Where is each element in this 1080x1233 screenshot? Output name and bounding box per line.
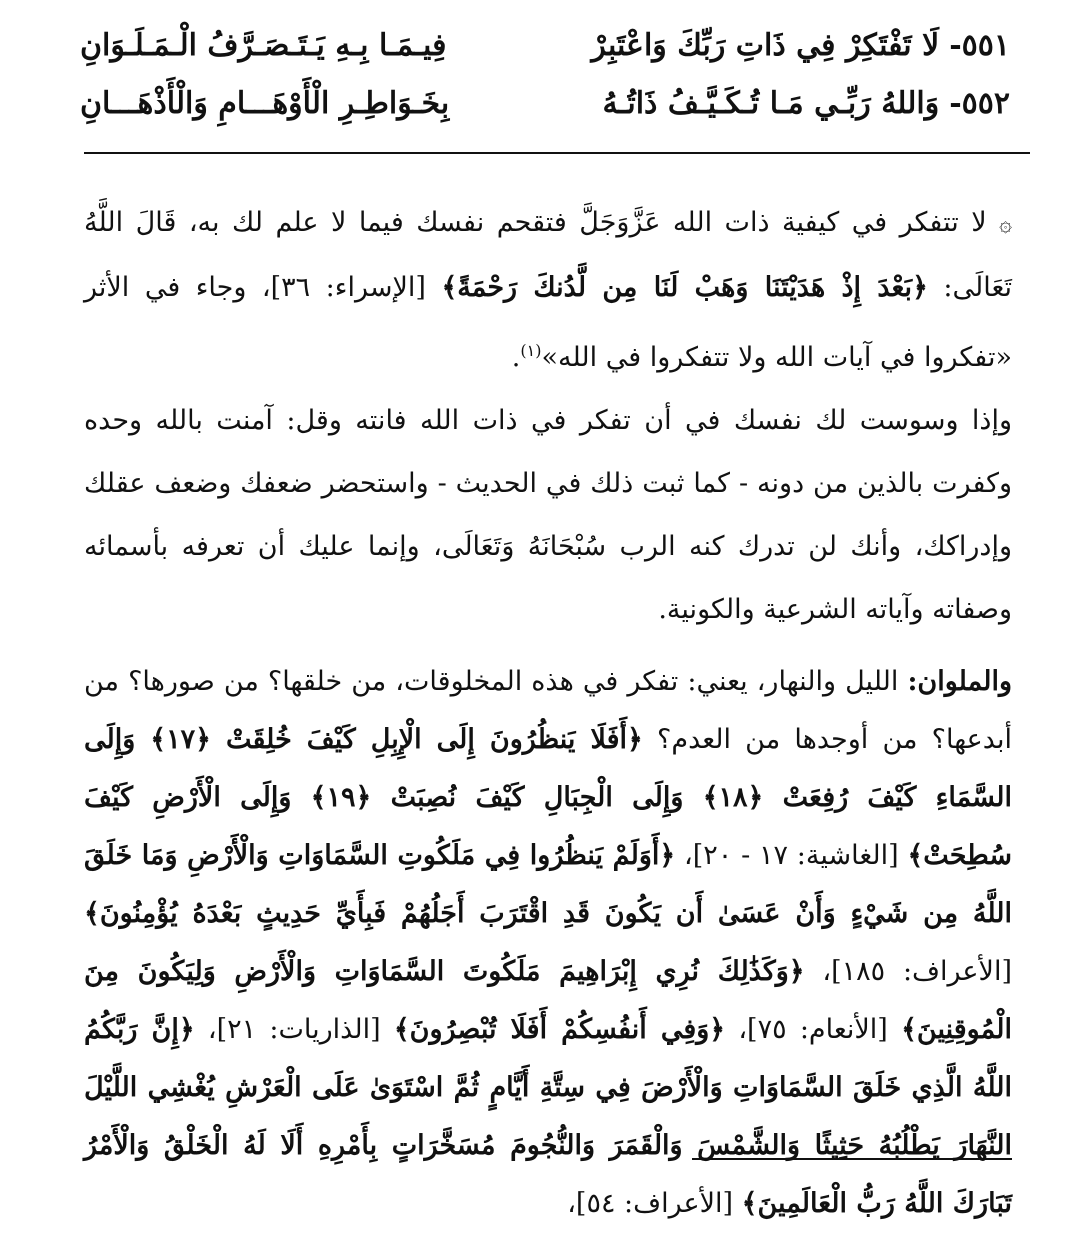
quran-quote: ﴿إِنَّ رَبَّكُمُ اللَّهُ الَّذِي خَلَقَ السَّمَاوَاتِ وَالْأَرْضَ فِي سِتَّةِ أَيَّامٍ ثُمَّ اسْتَوَىٰ عَلَى الْعَرْشِ يُغْشِي اللَّيْلَ النَّهَارَ يَطْلُبُهُ حَثِيثًا وَالشَّمْسَ وَالْقَمَرَ وَالنُّجُومَ مُسَخَّرَاتٍ بِأَمْرِهِ أَلَا لَهُ الْخَلْقُ وَالْأَمْرُ تَبَارَكَ اللَّهُ رَبُّ الْعَالَمِينَ﴾ — [84, 1014, 1012, 1219]
quran-quote: ﴿وَفِي أَنفُسِكُمْ أَفَلَا تُبْصِرُونَ﴾ — [393, 1014, 726, 1045]
commentary-paragraph-2: وإذا وسوست لك نفسك في أن تفكر في ذات الله فانته وقل: آمنت بالله وحده وكفرت بالذين من دونه - كما ثبت ذلك في الحديث - واستحضر ضعفك وضعف عقلك وإدراكك، وأنك لن تدرك كنه الرب سُبْحَانَهُ وَتَعَالَى، وإنما عليك أن تعرفه بأسمائه وصفاته وآياته الشرعية والكونية. — [84, 405, 1012, 625]
verse-number: ٥٥١- — [949, 27, 1010, 63]
quran-quote: ﴿بَعْدَ إِذْ هَدَيْتَنَا وَهَبْ لَنَا مِن لَّدُنكَ رَحْمَةً﴾ — [441, 272, 928, 303]
footnote-divider — [692, 1158, 1012, 1160]
surah-reference: [الأنعام: ٧٥]، — [738, 1014, 888, 1045]
verse-first-half: وَاللهُ رَبِّـي مَـا تُـكَـيَّـفُ ذَاتُـهُ — [602, 85, 940, 121]
term-heading: والملوان: — [907, 666, 1012, 697]
surah-reference: [الأعراف: ٥٤]، — [567, 1188, 734, 1219]
verse-first-half-group — [591, 28, 1010, 63]
verse-first-half-group — [603, 86, 1011, 121]
verse-551 — [80, 20, 1010, 70]
surah-reference: [الذاريات: ٢١]، — [207, 1014, 381, 1045]
commentary-paragraph-1 — [84, 191, 1012, 389]
quran-quote: ﴿وَكَذَٰلِكَ نُرِي إِبْرَاهِيمَ مَلَكُوتَ السَّمَاوَاتِ وَالْأَرْضِ وَلِيَكُونَ مِنَ الْمُوقِنِينَ﴾ — [84, 956, 1012, 1045]
verse-552 — [80, 78, 1010, 128]
paragraph-text: الليل والنهار، يعني: تفكر في هذه المخلوقات، من خلقها؟ من صورها؟ من أبدعها؟ من أوجدها من العدم؟ — [84, 666, 1012, 755]
verse-number: ٥٥٢- — [949, 85, 1010, 121]
commentary-paragraph-3 — [84, 653, 1012, 1233]
verse-second-half: فِيـمَـا بِـهِ يَـتَـصَـرَّفُ الْـمَـلَـوَانِ — [80, 27, 447, 63]
paragraph-end: . — [511, 342, 521, 373]
paragraph-text: لا تتفكر في كيفية ذات الله عَزَّوَجَلَّ فتقحم نفسك فيما لا علم لك به، قَالَ اللَّهُ تَعَالَى: — [84, 207, 1013, 303]
verses-divider — [84, 152, 1030, 154]
ornament-icon: ۞ — [999, 212, 1012, 237]
surah-reference: [الأعراف: ١٨٥]، — [822, 956, 1012, 987]
verse-second-half: بِخَـوَاطِـرِ الْأَوْهَـــامِ وَالْأَذْهَـــانِ — [80, 85, 450, 121]
quran-quote: ﴿أَفَلَا يَنظُرُونَ إِلَى الْإِبِلِ كَيْفَ خُلِقَتْ ﴿١٧﴾ وَإِلَى السَّمَاءِ كَيْفَ رُفِعَتْ ﴿١٨﴾ وَإِلَى الْجِبَالِ كَيْفَ نُصِبَتْ ﴿١٩﴾ وَإِلَى الْأَرْضِ كَيْفَ سُطِحَتْ﴾ — [84, 724, 1012, 871]
footnote-marker: (١) — [520, 341, 542, 360]
quran-quote: ﴿أَوَلَمْ يَنظُرُوا فِي مَلَكُوتِ السَّمَاوَاتِ وَالْأَرْضِ وَمَا خَلَقَ اللَّهُ مِن شَيْءٍ وَأَنْ عَسَىٰ أَن يَكُونَ قَدِ اقْتَرَبَ أَجَلُهُمْ فَبِأَيِّ حَدِيثٍ بَعْدَهُ يُؤْمِنُونَ﴾ — [84, 840, 1012, 929]
surah-reference: [الغاشية: ١٧ - ٢٠]، — [684, 840, 899, 871]
paragraph-text: [الإسراء: ٣٦]، وجاء في الأثر «تفكروا في آيات الله ولا تتفكروا في الله» — [84, 272, 1012, 373]
verse-first-half: لَا تَفْتَكِرْ فِي ذَاتِ رَبِّكَ وَاعْتَبِرْ — [591, 27, 940, 63]
